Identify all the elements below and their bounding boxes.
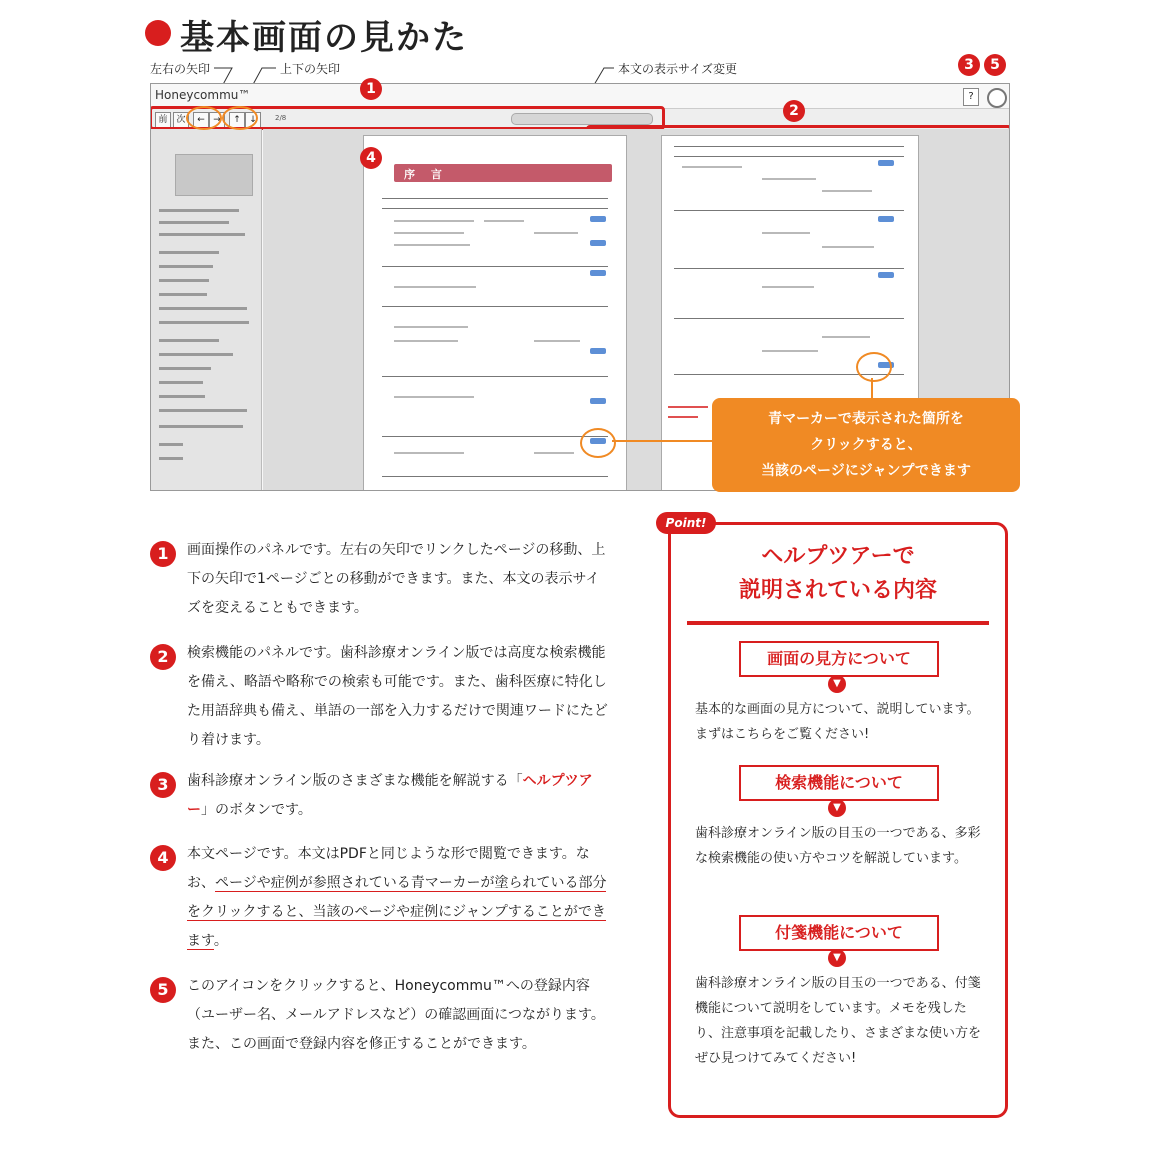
point-title-line2: 説明されている内容 xyxy=(738,578,937,603)
bubble-line-2: クリックすると、 xyxy=(810,437,922,453)
item-4-pre: 本文ページです。本文はPDFと同じような形で閲覧できます。なお、 xyxy=(187,846,590,891)
jump-tip-bubble xyxy=(712,398,1020,492)
help-tour-term: ヘルプツアー xyxy=(187,773,593,818)
bubble-line-1: 青マーカーで表示された箇所を xyxy=(768,411,964,427)
marker-4: 4 xyxy=(360,147,382,169)
item-4-text xyxy=(187,840,613,956)
point-section-3-heading: 付箋機能について xyxy=(739,915,939,951)
marker-2: 2 xyxy=(783,100,805,122)
page-heading-text: 序 言 xyxy=(404,168,448,181)
item-5-number: 5 xyxy=(150,977,176,1003)
bubble-line-3: 当該のページにジャンプできます xyxy=(761,463,971,479)
item-3-number: 3 xyxy=(150,772,176,798)
app-title: Honeycommu™ xyxy=(155,88,251,102)
arrow-down-icon[interactable]: ↓ xyxy=(245,112,261,128)
arrow-right-icon[interactable]: → xyxy=(209,112,225,128)
point-box xyxy=(668,522,1008,1118)
point-section-3-body: 歯科診療オンライン版の目玉の一つである、付箋機能について説明をしています。メモを残したり、注意事項を記載したり、さまざまな使い方をぜひ見つけてみてください! xyxy=(695,976,982,1066)
item-2-number: 2 xyxy=(150,644,176,670)
point-section-2-heading: 検索機能について xyxy=(739,765,939,801)
callout-ud-arrow: 上下の矢印 xyxy=(280,62,341,76)
item-2-text: 検索機能のパネルです。歯科診療オンライン版では高度な検索機能を備え、略語や略称での検索も可能です。また、歯科医療に特化した用語辞典も備え、単語の一部を入力するだけで関連ワードにたどり着けます。 xyxy=(187,645,608,748)
point-section-1-heading: 画面の見方について xyxy=(739,641,939,677)
item-3-post: 」のボタンです。 xyxy=(201,802,312,818)
item-3-text xyxy=(187,767,613,825)
chevron-down-icon: ▼ xyxy=(828,949,846,967)
marker-5: 5 xyxy=(984,54,1006,76)
callout-size-change: 本文の表示サイズ変更 xyxy=(618,62,738,76)
chevron-down-icon: ▼ xyxy=(828,799,846,817)
callout-lr-arrow: 左右の矢印 xyxy=(150,62,211,76)
item-5-text: このアイコンをクリックすると、Honeycommu™への登録内容（ユーザー名、メールアドレスなど）の確認画面につながります。また、この画面で登録内容を修正することができます。 xyxy=(187,978,605,1052)
help-tour-button[interactable]: ? xyxy=(963,88,979,106)
point-section-2-body: 歯科診療オンライン版の目玉の一つである、多彩な検索機能の使い方やコツを解説しています。 xyxy=(695,826,981,866)
marker-3: 3 xyxy=(958,54,980,76)
arrow-left-icon[interactable]: ← xyxy=(193,112,209,128)
page-title: 基本画面の見かた xyxy=(180,18,468,58)
chevron-down-icon: ▼ xyxy=(828,675,846,693)
point-section-1-body: 基本的な画面の見方について、説明しています。まずはこちらをご覧ください! xyxy=(695,702,980,742)
item-1-text: 画面操作のパネルです。左右の矢印でリンクしたページの移動、上下の矢印で1ページごとの移動ができます。また、本文の表示サイズを変えることもできます。 xyxy=(187,542,606,616)
item-4-underlined: ページや症例が参照されている青マーカーが塗られている部分をクリックすると、当該のページや症例にジャンプすることができます xyxy=(187,875,607,949)
marker-1: 1 xyxy=(360,78,382,100)
item-1-number: 1 xyxy=(150,541,176,567)
prev-link-button[interactable]: 前 xyxy=(155,112,171,128)
item-4-post: 。 xyxy=(213,933,228,949)
next-link-button[interactable]: 次 xyxy=(173,112,189,128)
point-divider xyxy=(687,621,989,625)
point-tag: Point! xyxy=(656,512,716,534)
arrow-up-icon[interactable]: ↑ xyxy=(229,112,245,128)
page-indicator: 2/8 xyxy=(275,114,287,122)
item-3-pre: 歯科診療オンライン版のさまざまな機能を解説する「 xyxy=(187,773,523,789)
point-title-line1: ヘルプツアーで xyxy=(761,544,915,569)
item-4-number: 4 xyxy=(150,845,176,871)
